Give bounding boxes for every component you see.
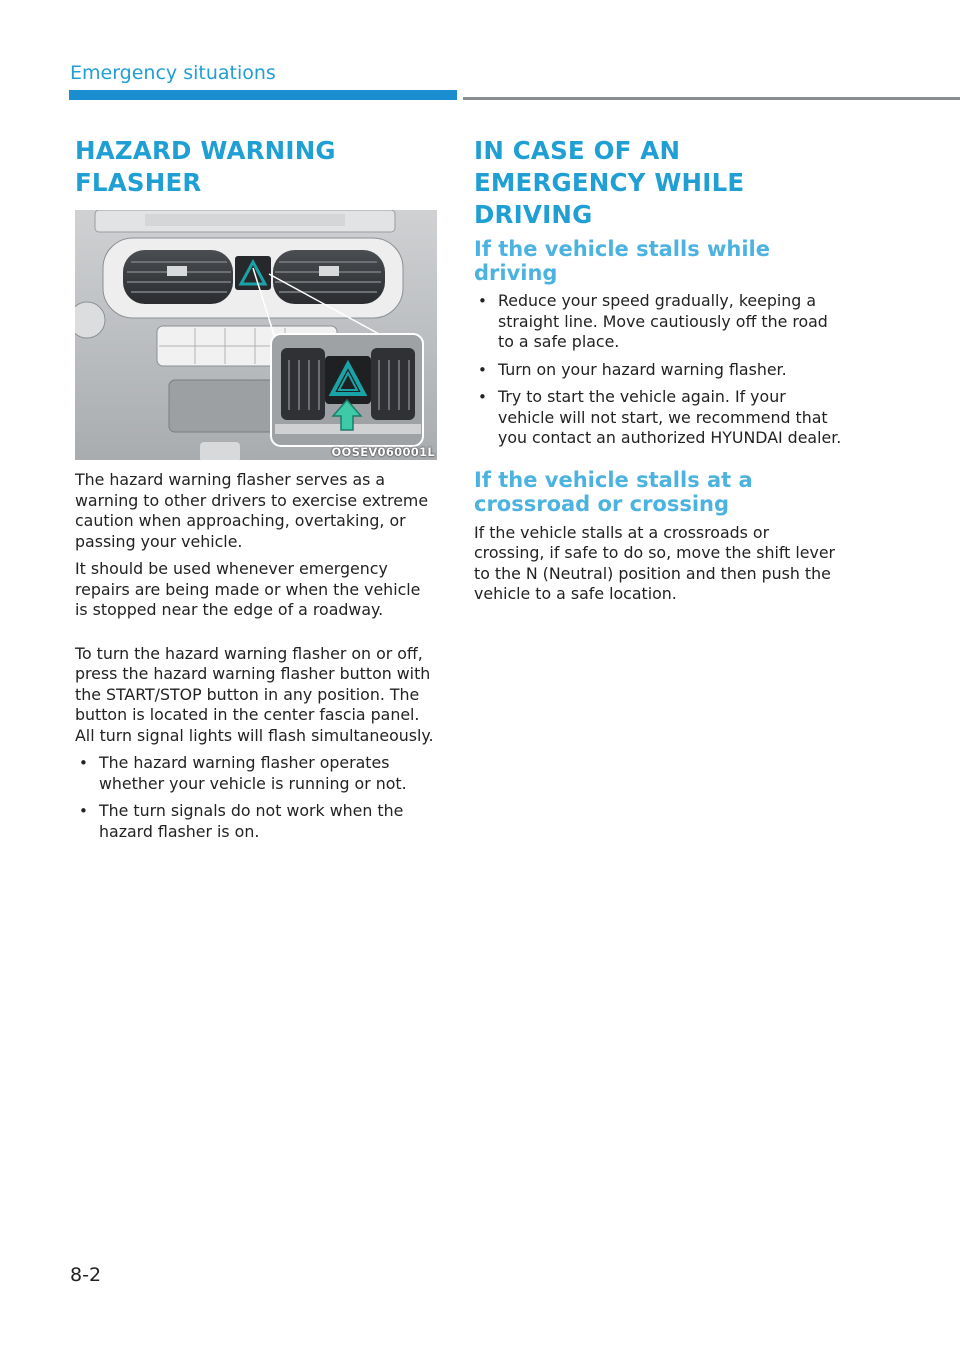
paragraph-usage: It should be used whenever emergency repairs are being made or when the vehicle is stopped near the edge of a roadway. [75, 559, 421, 619]
paragraph-purpose: The hazard warning flasher serves as a warning to other drivers to exercise extreme caution when approaching, overtaking, or passing your vehicle. [75, 470, 429, 551]
bullet-icon: • [478, 360, 487, 379]
list-item [75, 753, 437, 794]
hazard-button-figure [75, 210, 437, 460]
header-section-title: Emergency situations [70, 62, 276, 84]
subsection-title-stalls-driving: If the vehicle stalls while driving [474, 237, 770, 285]
header-bar-rule [463, 97, 960, 100]
left-column [75, 135, 437, 842]
hazard-bullet-list [75, 753, 437, 842]
list-item-text: The turn signals do not work when the hazard flasher is on. [99, 801, 404, 841]
list-item-text: Try to start the vehicle again. If your vehicle will not start, we recommend that you contact an authorized HYUNDAI dealer. [498, 387, 842, 447]
section-title-emergency: IN CASE OF AN EMERGENCY WHILE DRIVING [474, 136, 745, 229]
list-item [75, 801, 437, 842]
stall-bullet-list [474, 291, 844, 449]
dashboard-illustration [75, 210, 437, 460]
paragraph-crossroad: If the vehicle stalls at a crossroads or crossing, if safe to do so, move the shift lever to the N (Neutral) position and then push the vehicle to a safe location. [474, 522, 836, 603]
bullet-icon: • [79, 754, 88, 772]
list-item [474, 291, 844, 353]
paragraph-operation: To turn the hazard warning flasher on or off, press the hazard warning flasher button with the START/STOP button in any position. The button is located in the center fascia panel. All turn signal lights will flash simultaneously. [75, 643, 434, 745]
section-title-hazard: HAZARD WARNING FLASHER [75, 136, 336, 197]
figure-code: OOSEV060001L [331, 445, 435, 459]
list-item-text: The hazard warning flasher operates whether your vehicle is running or not. [99, 753, 407, 793]
bullet-icon: • [79, 802, 88, 820]
header-bar-accent [69, 90, 457, 100]
bullet-icon: • [478, 388, 487, 406]
right-column [474, 135, 844, 605]
bullet-icon: • [478, 292, 487, 310]
subsection-title-stalls-crossroad: If the vehicle stalls at a crossroad or crossing [474, 467, 753, 516]
list-item [474, 387, 844, 449]
list-item-text: Reduce your speed gradually, keeping a straight line. Move cautiously off the road to a safe place. [498, 291, 828, 351]
page-number: 8-2 [70, 1264, 102, 1286]
list-item-text: Turn on your hazard warning flasher. [498, 359, 787, 379]
list-item [474, 360, 844, 381]
